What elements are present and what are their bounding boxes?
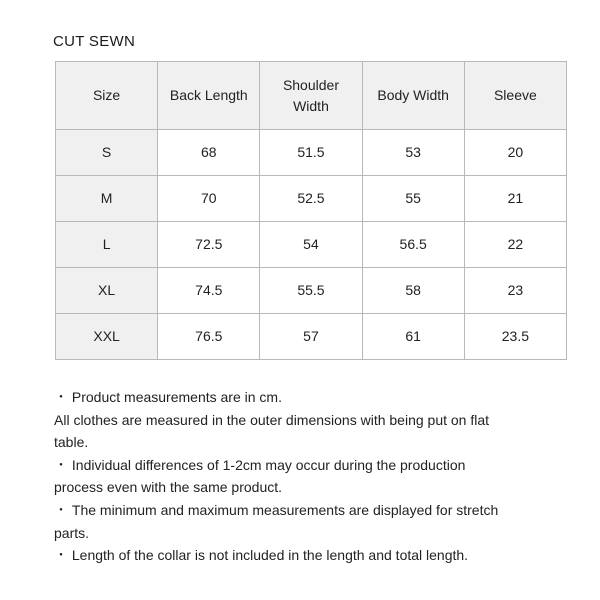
- column-header-back-length: Back Length: [158, 62, 260, 130]
- shoulder-width-cell: 57: [260, 314, 362, 360]
- shoulder-width-cell: 55.5: [260, 268, 362, 314]
- sleeve-cell: 22: [464, 222, 566, 268]
- note-line: ・ Length of the collar is not included in the length and total length.: [54, 547, 469, 564]
- back-length-cell: 72.5: [158, 222, 260, 268]
- sleeve-cell: 20: [464, 130, 566, 176]
- back-length-cell: 70: [158, 176, 260, 222]
- column-header-sleeve: Sleeve: [464, 62, 566, 130]
- note-line: ・ Product measurements are in cm.: [54, 389, 282, 405]
- table-row: [56, 222, 567, 268]
- note-line: parts.: [54, 524, 90, 541]
- table-row: [56, 314, 567, 360]
- size-cell: XL: [56, 268, 158, 314]
- shoulder-width-cell: 54: [260, 222, 362, 268]
- table-row: [56, 130, 567, 176]
- sleeve-cell: 21: [464, 176, 566, 222]
- note-line: ・ Individual differences of 1-2cm may occur during the production: [54, 456, 466, 473]
- column-header-shoulder-width: Shoulder Width: [260, 62, 362, 130]
- note-line: ・ The minimum and maximum measurements are displayed for stretch: [54, 501, 499, 518]
- sleeve-cell: 23: [464, 268, 566, 314]
- note-line: process even with the same product.: [54, 479, 283, 496]
- back-length-cell: 68: [158, 130, 260, 176]
- column-header-body-width: Body Width: [362, 62, 464, 130]
- size-cell: XXL: [56, 314, 158, 360]
- body-width-cell: 55: [362, 176, 464, 222]
- size-cell: L: [56, 222, 158, 268]
- table-row: [56, 268, 567, 314]
- size-cell: M: [56, 176, 158, 222]
- shoulder-width-cell: 52.5: [260, 176, 362, 222]
- back-length-cell: 76.5: [158, 314, 260, 360]
- sleeve-cell: 23.5: [464, 314, 566, 360]
- body-width-cell: 56.5: [362, 222, 464, 268]
- note-line: All clothes are measured in the outer dimensions with being put on flat: [54, 411, 490, 428]
- body-width-cell: 61: [362, 314, 464, 360]
- column-header-size: Size: [56, 62, 158, 130]
- shoulder-width-cell: 51.5: [260, 130, 362, 176]
- note-line: table.: [54, 434, 89, 451]
- size-cell: S: [56, 130, 158, 176]
- body-width-cell: 53: [362, 130, 464, 176]
- table-header-row: [56, 62, 567, 130]
- measurement-notes: [54, 386, 554, 567]
- back-length-cell: 74.5: [158, 268, 260, 314]
- size-chart-table: [55, 61, 567, 360]
- page-title: CUT SEWN: [53, 33, 136, 50]
- table-row: [56, 176, 567, 222]
- body-width-cell: 58: [362, 268, 464, 314]
